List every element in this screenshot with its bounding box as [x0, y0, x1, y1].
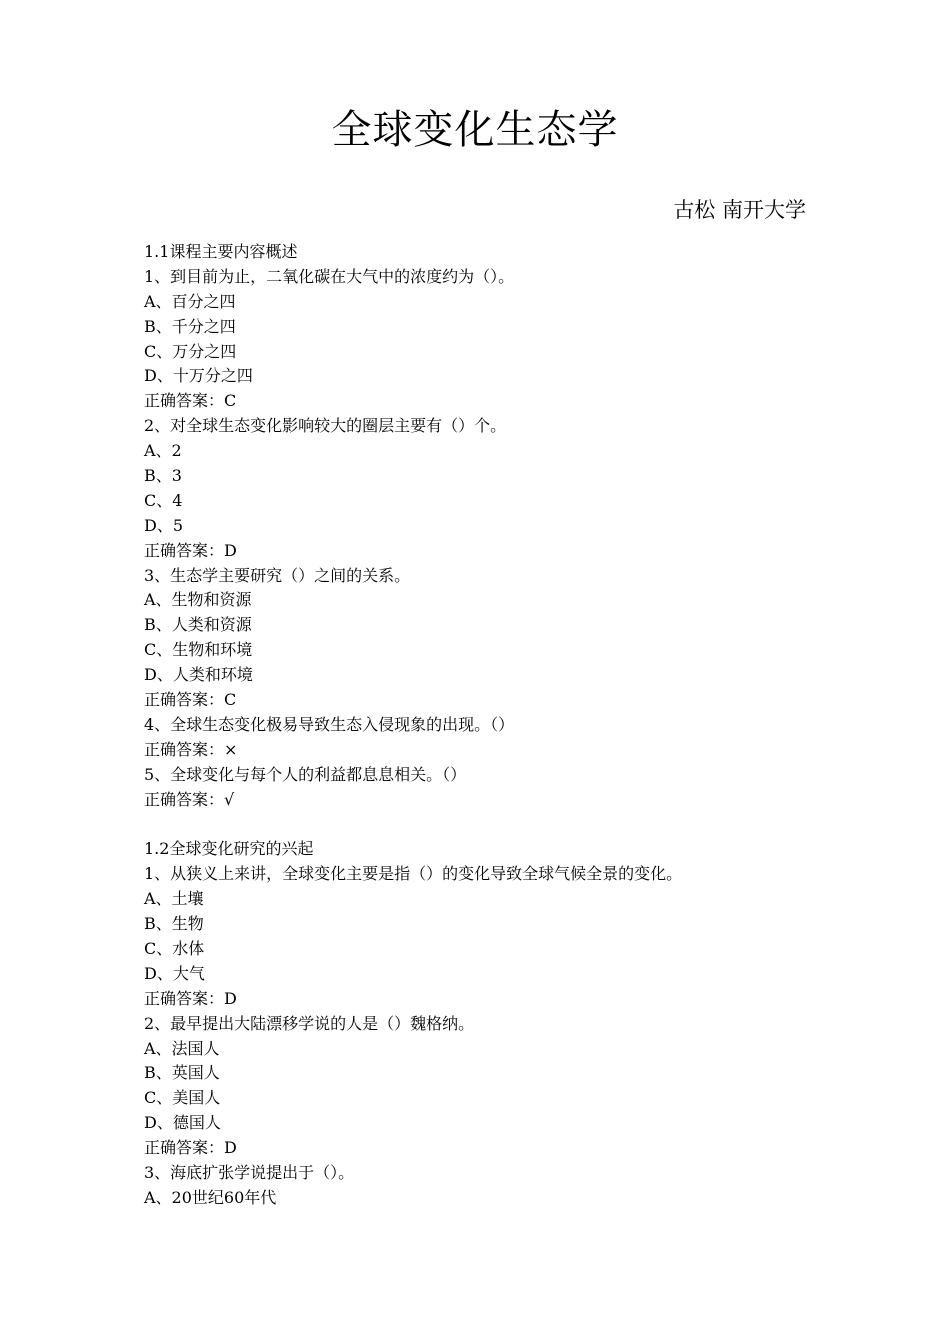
section-heading: 1.1课程主要内容概述 [144, 242, 298, 261]
question-text: 1、到目前为止，二氧化碳在大气中的浓度约为（）。 [144, 266, 515, 286]
correct-answer: 正确答案：D [144, 988, 237, 1008]
answer-option: C、生物和环境 [144, 640, 253, 660]
answer-option: A、百分之四 [144, 291, 236, 311]
answer-option: A、20世纪60年代 [144, 1187, 277, 1207]
answer-option: A、生物和资源 [144, 590, 252, 610]
answer-option: D、德国人 [144, 1113, 221, 1133]
answer-option: C、万分之四 [144, 341, 237, 361]
answer-option: B、生物 [144, 914, 204, 934]
section-heading: 1.2全球变化研究的兴起 [144, 839, 314, 859]
answer-option: D、大气 [144, 963, 205, 983]
answer-option: A、法国人 [144, 1038, 220, 1058]
document-title: 全球变化生态学 [331, 107, 619, 153]
correct-answer: 正确答案：× [144, 739, 238, 759]
answer-option: D、5 [144, 515, 184, 535]
question-text: 1、从狭义上来讲，全球变化主要是指（）的变化导致全球气候全景的变化。 [144, 864, 683, 884]
answer-option: C、4 [144, 490, 183, 510]
answer-option: B、3 [144, 466, 182, 486]
question-text: 4、全球生态变化极易导致生态入侵现象的出现。（） [144, 714, 515, 734]
document-author: 古松 南开大学 [673, 198, 806, 222]
correct-answer: 正确答案：D [144, 1138, 237, 1158]
question-text: 5、全球变化与每个人的利益都息息相关。（） [144, 764, 467, 784]
document-body [144, 240, 824, 1211]
question-text: 3、生态学主要研究（）之间的关系。 [144, 565, 411, 585]
correct-answer: 正确答案：C [144, 690, 237, 710]
answer-option: A、土壤 [144, 889, 204, 909]
answer-option: D、人类和环境 [144, 665, 253, 685]
question-text: 2、最早提出大陆漂移学说的人是（）魏格纳。 [144, 1013, 475, 1033]
answer-option: D、十万分之四 [144, 366, 253, 386]
answer-option: B、人类和资源 [144, 615, 252, 635]
blank-line [144, 812, 824, 837]
correct-answer: 正确答案：√ [144, 789, 235, 809]
question-text: 3、海底扩张学说提出于（）。 [144, 1162, 355, 1182]
answer-option: B、千分之四 [144, 316, 236, 336]
correct-answer: 正确答案：D [144, 540, 237, 560]
answer-option: C、水体 [144, 938, 205, 958]
answer-option: A、2 [144, 441, 182, 461]
answer-option: C、美国人 [144, 1088, 221, 1108]
answer-option: B、英国人 [144, 1063, 220, 1083]
question-text: 2、对全球生态变化影响较大的圈层主要有（）个。 [144, 416, 507, 436]
correct-answer: 正确答案：C [144, 391, 237, 411]
